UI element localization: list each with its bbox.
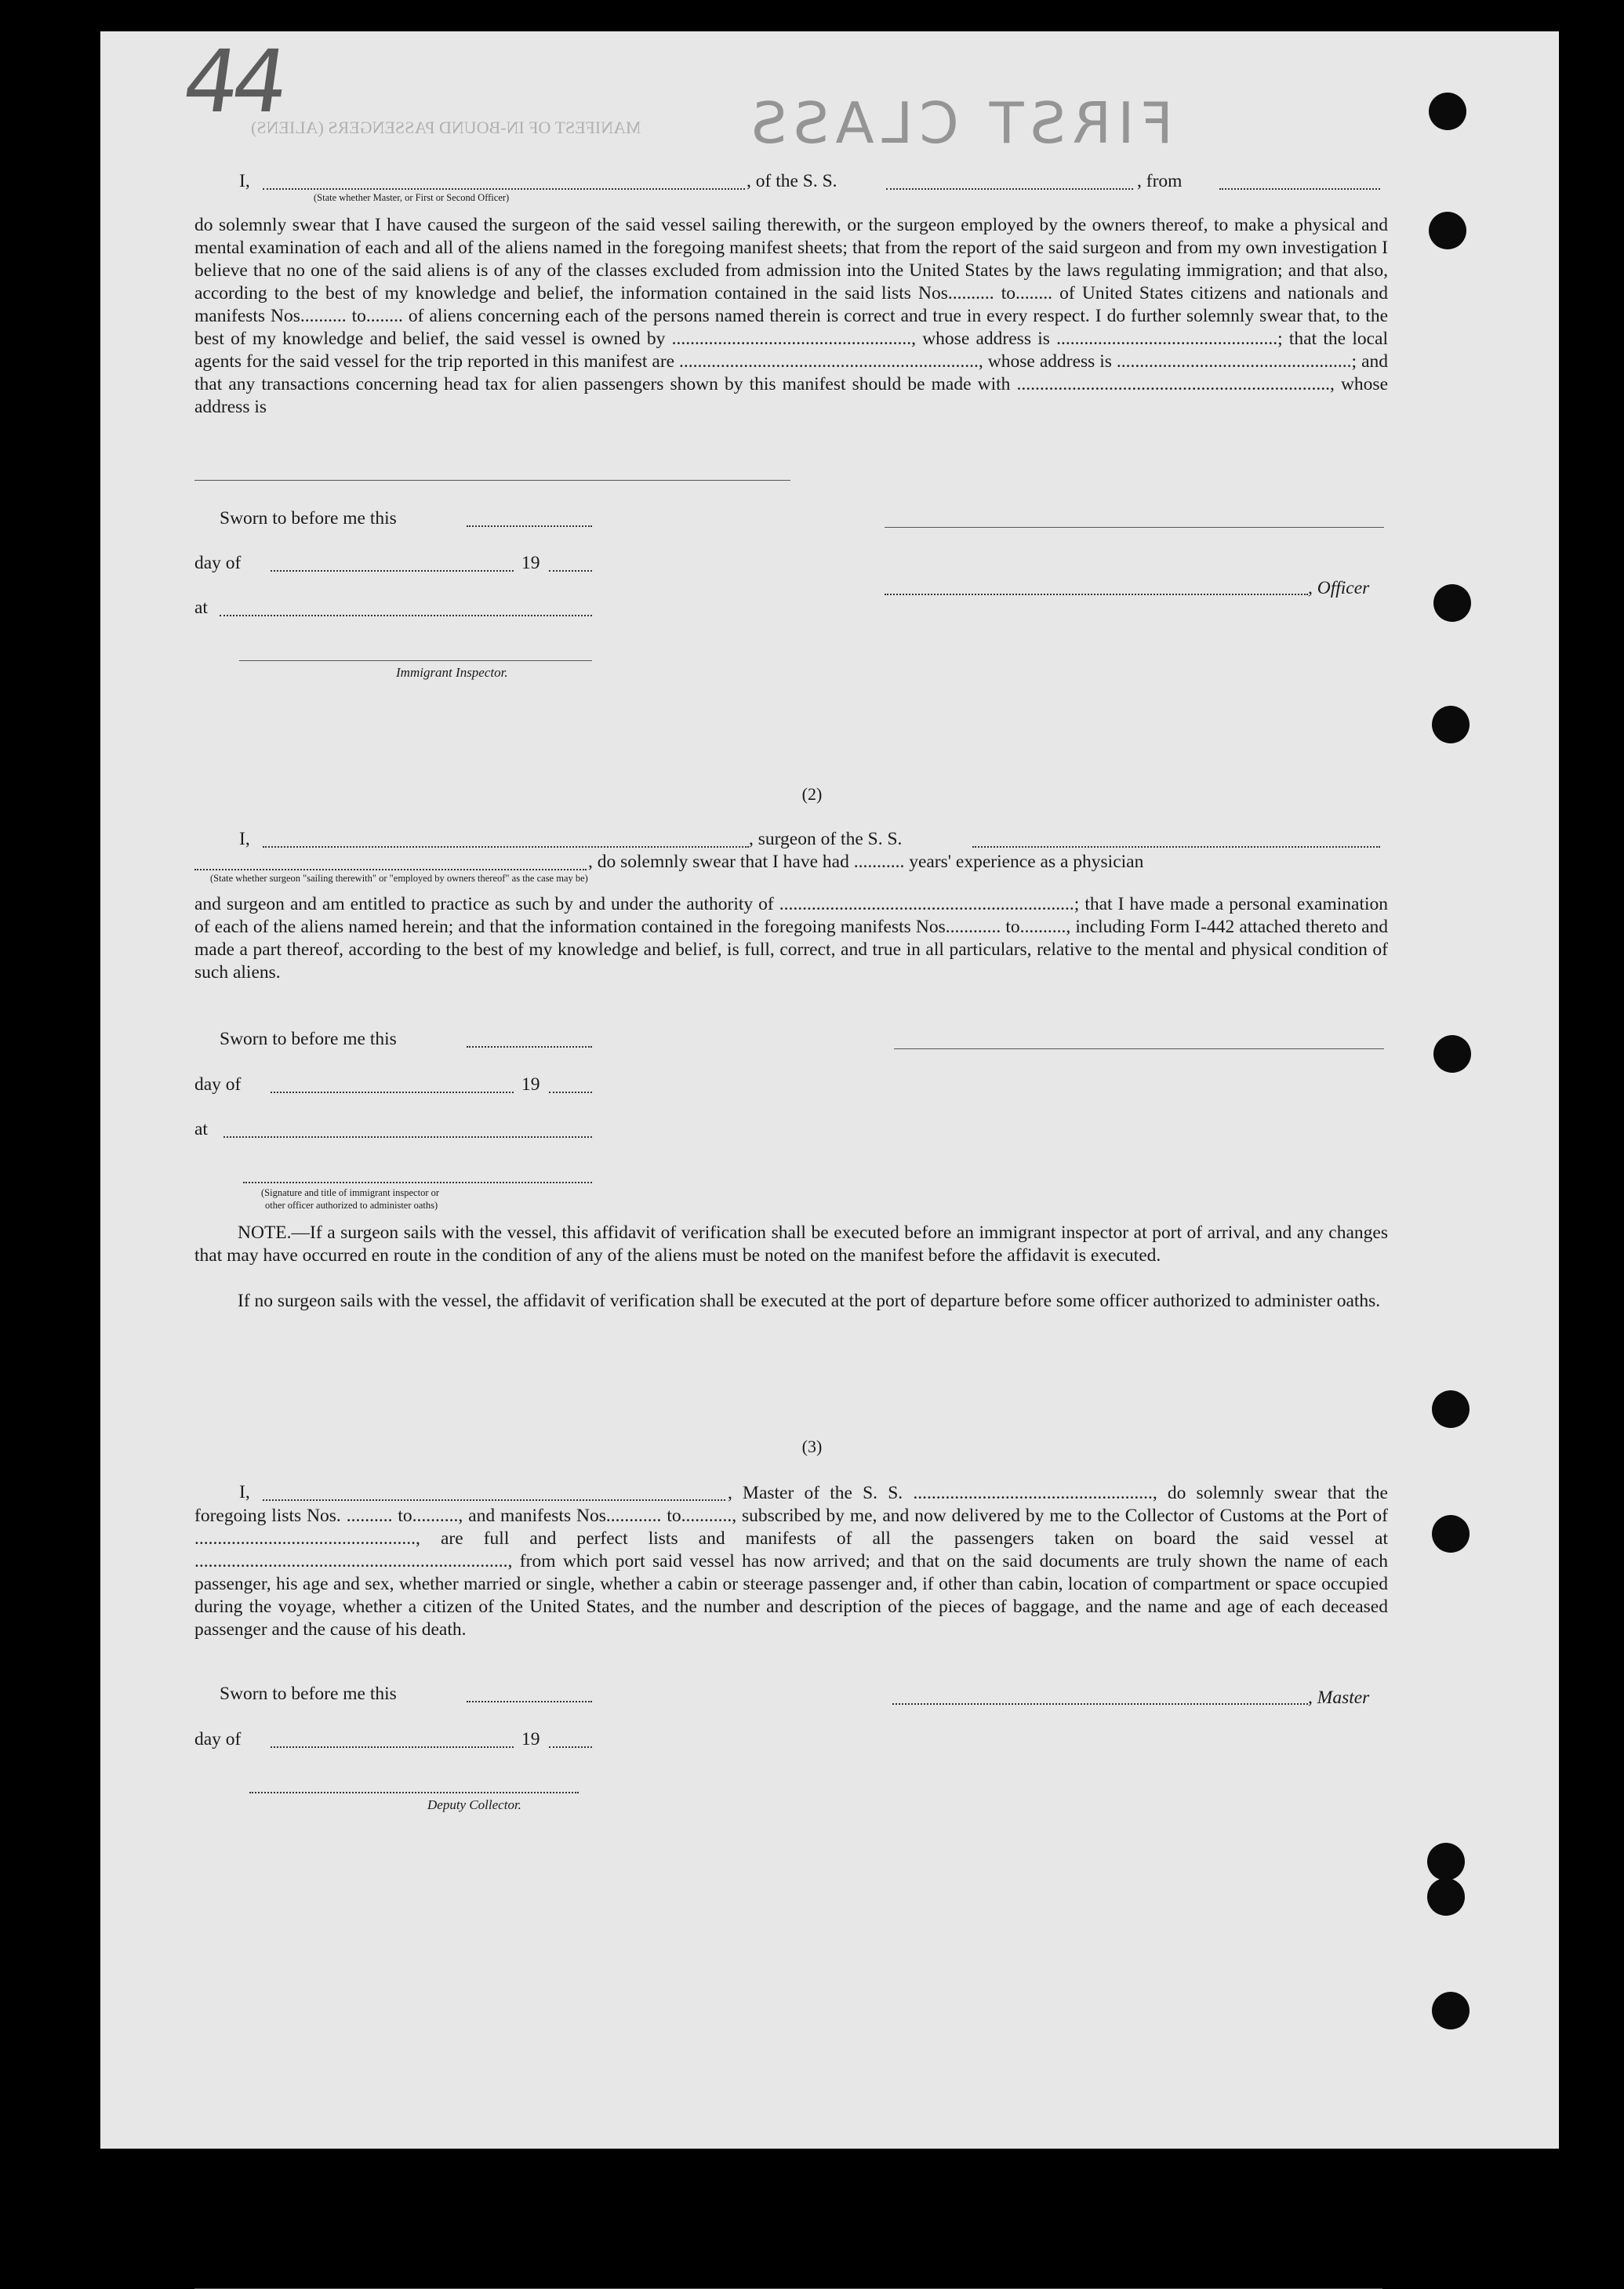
surgeon-i-label: I, (239, 829, 250, 849)
year-label-2: 19 (521, 1074, 540, 1095)
punch-hole (1429, 212, 1466, 249)
at-label: at (194, 598, 208, 618)
surgeon-line-2: , do solemnly swear that I have had ........... years' experience as a physician (588, 852, 1144, 872)
surgeon-name-blank[interactable] (263, 846, 749, 848)
punch-hole (1432, 1390, 1470, 1428)
punch-hole (1432, 706, 1470, 743)
of-the-ss-label: , of the S. S. (747, 171, 837, 191)
officer-caption: (State whether Master, or First or Second Officer) (314, 192, 510, 203)
note-paragraph-2: If no surgeon sails with the vessel, the affidavit of verification shall be executed at the port of departure before some officer authorized to administer oaths. (238, 1291, 1381, 1311)
officer-name-blank[interactable] (263, 188, 745, 190)
day-of-blank[interactable] (271, 570, 514, 572)
punch-hole (1429, 93, 1466, 130)
master-i-label: I, (239, 1482, 250, 1502)
officer-name-line[interactable] (885, 594, 1308, 595)
collector-signature-line[interactable] (249, 1792, 579, 1793)
witness-caption-2: other officer authorized to administer oaths) (265, 1200, 438, 1211)
surgeon-type-blank[interactable] (194, 869, 587, 870)
note-paragraph: NOTE.—If a surgeon sails with the vessel, this affidavit of verification shall be executed before an immigrant inspector at port of arrival, and any changes that may have occurred en route in the condition of any of the aliens must be noted on the manifest before the affidavit is executed. (194, 1223, 1388, 1266)
master-certification-paragraph: , Master of the S. S. ...................................................., do solemnly swear that the foregoing lists Nos. .......... to.........., and manifests Nos............ to..........., subscribed by me, and now delivered by me to the Collector of Customs at the Port of ................................................, are full and perfect lists and manifests of all the passengers taken on board the said vessel at ...................................................................., from which port said vessel has now arrived; and that on the said documents are truly shown the name of each passenger, his age and sex, whether married or single, whether a cabin or steerage passenger and, if other than cabin, location of compartment or space occupied during the voyage, whether a citizen of the United States, and the number and description of the pieces of baggage, and the name and age of each deceased passenger and the cause of his death. (194, 1483, 1388, 1640)
year-label-3: 19 (521, 1729, 540, 1749)
year-blank-3[interactable] (549, 1746, 592, 1748)
from-label: , from (1137, 171, 1183, 191)
year-label: 19 (521, 553, 540, 573)
day-of-blank-2[interactable] (271, 1092, 514, 1093)
show-through-title: MANIFEST OF IN-BOUND PASSENGERS (ALIENS) (251, 118, 641, 137)
punch-hole (1433, 584, 1471, 622)
punch-hole (1433, 1035, 1471, 1073)
at-blank[interactable] (220, 615, 592, 616)
vessel-name-blank[interactable] (886, 188, 1133, 190)
master-signature-line[interactable] (892, 1703, 1308, 1705)
day-of-label: day of (194, 553, 242, 573)
surgeon-of-label: , surgeon of the S. S. (749, 829, 903, 849)
handwritten-page-number: 44 (177, 31, 289, 132)
day-of-label-2: day of (194, 1074, 242, 1095)
inspector-signature-line[interactable] (239, 660, 592, 661)
year-blank-2[interactable] (549, 1092, 592, 1093)
oath-i-label: I, (239, 171, 250, 191)
at-blank-2[interactable] (223, 1136, 592, 1138)
punch-hole (1427, 1878, 1465, 1916)
surgeon-signature-line[interactable] (894, 1048, 1384, 1049)
surgeon-vessel-blank[interactable] (972, 846, 1380, 848)
collector-caption: Deputy Collector. (427, 1797, 521, 1812)
sworn-label-2: Sworn to before me this (220, 1029, 397, 1049)
class-stamp: FIRST CLASS (745, 90, 1173, 156)
punch-hole (1427, 1843, 1465, 1880)
officer-signature-line[interactable] (885, 527, 1384, 528)
section-2-number: (2) (801, 784, 823, 804)
master-oath-paragraph: do solemnly swear that I have caused the surgeon of the said vessel sailing therewith, or the surgeon employed by the owners thereof, to make a physical and mental examination of each and all of the aliens named in the foregoing manifest sheets; that from the report of the said surgeon and from my own investigation I believe that no one of the said aliens is of any of the classes excluded from admission into the United States by the laws regulating immigration; and that also, according to the best of my knowledge and belief, the information contained in the said lists Nos.......... to........ of United States citizens and nationals and manifests Nos.......... to........ of aliens concerning each of the persons named therein is correct and true in every respect. I do further solemnly swear that, to the best of my knowledge and belief, the said vessel is owned by ...................................................., whose address is ................................................; that the local agents for the said vessel for the trip reported in this manifest are ................................................................., whose address is ...................................................; and that any transactions concerning head tax for alien passengers shown by this manifest should be made with ...................................................................., whose address is (194, 215, 1388, 417)
punch-hole (1432, 1515, 1470, 1553)
paragraph-end-line (194, 480, 790, 481)
inspector-caption: Immigrant Inspector. (396, 665, 508, 680)
witness-signature-line[interactable] (243, 1182, 592, 1183)
sworn-date-blank-3[interactable] (467, 1701, 592, 1702)
section-3-number: (3) (801, 1437, 823, 1456)
year-blank[interactable] (549, 570, 592, 572)
sworn-label: Sworn to before me this (220, 508, 397, 529)
sworn-date-blank[interactable] (467, 525, 592, 527)
sworn-date-blank-2[interactable] (467, 1046, 592, 1048)
port-from-blank[interactable] (1219, 188, 1380, 190)
day-of-label-3: day of (194, 1729, 242, 1749)
surgeon-caption: (State whether surgeon "sailing therewith" or "employed by owners thereof" as the case may be) (210, 873, 588, 884)
surgeon-oath-paragraph: and surgeon and am entitled to practice as such by and under the authority of ................................................................; that I have made a personal examination of each of the aliens named herein; and that the information contained in the foregoing manifests Nos............ to.........., including Form I-442 attached thereto and made a part thereof, according to the best of my knowledge and belief, is full, correct, and true in all particulars, relative to the mental and physical condition of such aliens. (194, 894, 1388, 983)
punch-hole (1432, 1992, 1470, 2029)
master-title: , Master (1308, 1688, 1370, 1708)
at-label-2: at (194, 1119, 208, 1139)
witness-caption-1: (Signature and title of immigrant inspector or (261, 1187, 440, 1198)
sworn-label-3: Sworn to before me this (220, 1684, 397, 1704)
day-of-blank-3[interactable] (271, 1746, 514, 1748)
officer-title: , Officer (1308, 578, 1370, 598)
